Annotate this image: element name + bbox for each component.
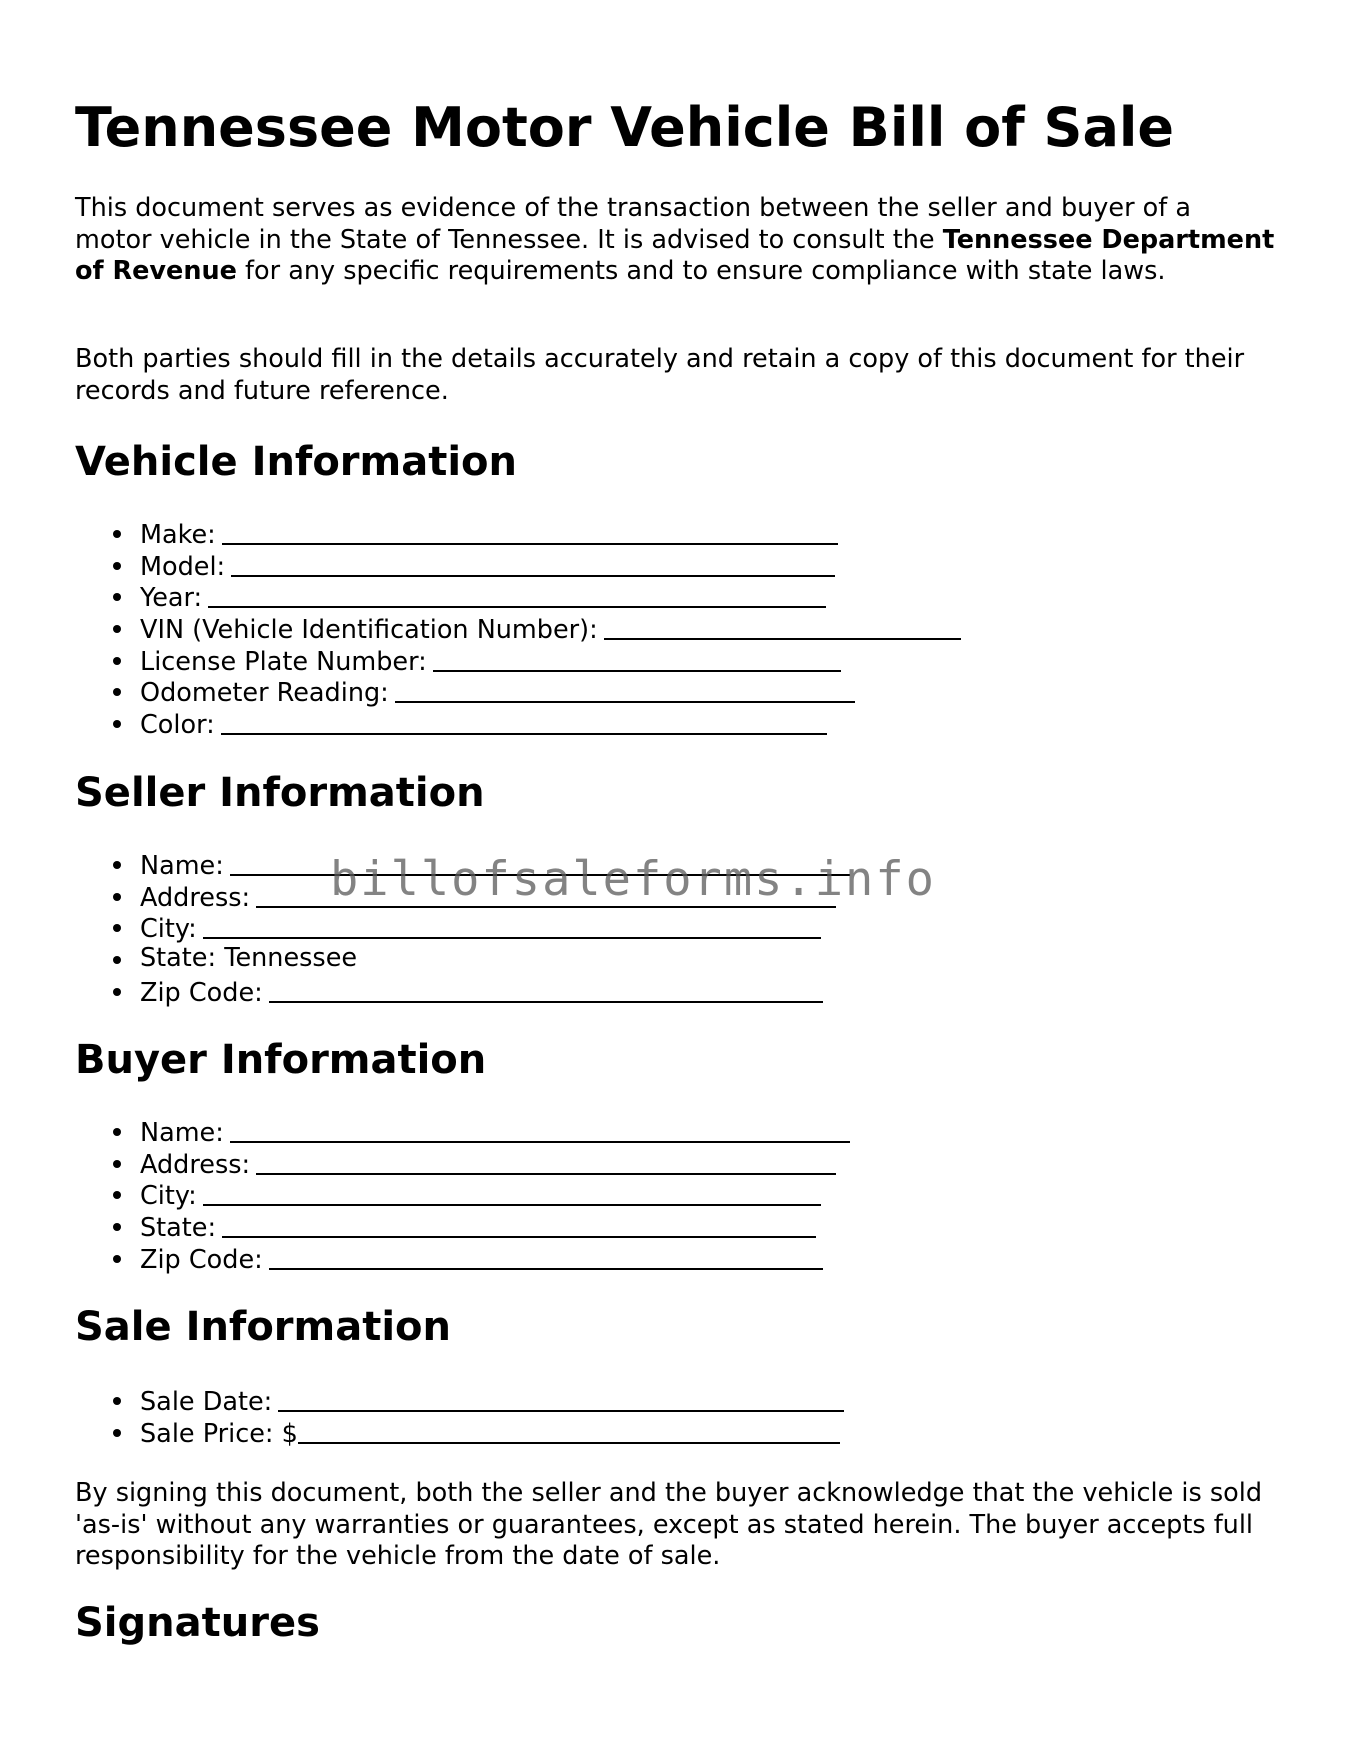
buyer-city-item (75, 1178, 850, 1210)
field-label: Color: (140, 710, 215, 741)
field-label: State: Tennessee (140, 943, 358, 974)
field-label: Address: (140, 882, 251, 913)
buyer-name-item (75, 1115, 850, 1147)
field-label: Address: (140, 1149, 251, 1180)
sale-fields-list (75, 1384, 844, 1447)
vehicle-fields-list (75, 517, 961, 739)
field-label: Year: (140, 583, 203, 614)
buyer-zip-blank-line[interactable] (269, 1244, 823, 1270)
vehicle-color-item (75, 707, 961, 739)
intro-text-end: for any specific requirements and to ensure compliance with state laws. (236, 256, 1166, 287)
vehicle-license-plate-item (75, 644, 961, 676)
signatures-heading: Signatures (75, 1600, 320, 1646)
field-label: Model: (140, 551, 226, 582)
model-blank-line[interactable] (231, 551, 835, 577)
year-blank-line[interactable] (208, 582, 826, 608)
seller-name-item (75, 848, 850, 880)
vehicle-vin-item (75, 612, 961, 644)
vin-blank-line[interactable] (604, 614, 961, 640)
seller-address-blank-line[interactable] (256, 882, 836, 908)
seller-zip-blank-line[interactable] (269, 977, 823, 1003)
field-label: Sale Date: (140, 1387, 273, 1417)
records-paragraph: Both parties should fill in the details accurately and retain a copy of this document for their records and future reference. (75, 344, 1245, 406)
buyer-information-heading: Buyer Information (75, 1037, 487, 1083)
buyer-address-item (75, 1147, 850, 1179)
buyer-name-blank-line[interactable] (230, 1117, 850, 1143)
vehicle-odometer-item (75, 675, 961, 707)
buyer-fields-list (75, 1115, 850, 1273)
seller-zip-item (75, 975, 850, 1007)
field-label: Zip Code: (140, 1244, 263, 1275)
field-label: VIN (Vehicle Identification Number): (140, 615, 598, 646)
field-label: State: (140, 1213, 217, 1244)
seller-state-item (75, 943, 850, 975)
buyer-state-item (75, 1210, 850, 1242)
field-label: Odometer Reading: (140, 678, 389, 709)
field-label: Name: (140, 851, 224, 881)
field-label: City: (140, 914, 197, 945)
vehicle-year-item (75, 580, 961, 612)
field-label: Sale Price: $ (140, 1418, 298, 1449)
sale-price-item (75, 1416, 844, 1448)
seller-city-item (75, 911, 850, 943)
sale-information-heading: Sale Information (75, 1304, 451, 1350)
vehicle-information-heading: Vehicle Information (75, 439, 517, 485)
vehicle-make-item (75, 517, 961, 549)
buyer-city-blank-line[interactable] (203, 1180, 821, 1206)
seller-information-heading: Seller Information (75, 770, 485, 816)
seller-fields-list (75, 848, 850, 1006)
seller-address-item (75, 880, 850, 912)
buyer-zip-item (75, 1242, 850, 1274)
odometer-blank-line[interactable] (395, 677, 855, 703)
document-title: Tennessee Motor Vehicle Bill of Sale (75, 96, 1175, 159)
buyer-state-blank-line[interactable] (222, 1212, 816, 1238)
buyer-address-blank-line[interactable] (256, 1149, 836, 1175)
intro-text-start: This document serves as evidence of the transaction between the seller and buyer of a motor vehicle in the State of Tennessee. It is advised to consult the (75, 193, 1191, 255)
color-blank-line[interactable] (221, 709, 827, 735)
intro-paragraph (75, 193, 1275, 288)
make-blank-line[interactable] (222, 519, 838, 545)
seller-city-blank-line[interactable] (203, 913, 821, 939)
acknowledgement-paragraph: By signing this document, both the seller and the buyer acknowledge that the vehicle is sold 'as-is' without any warranties or guarantees, except as stated herein. The buyer accepts full responsibility for the vehicle from the date of sale. (75, 1478, 1263, 1572)
watermark-text: billofsaleforms.info (330, 852, 936, 907)
vehicle-model-item (75, 549, 961, 581)
sale-date-blank-line[interactable] (278, 1386, 844, 1412)
field-label: Make: (140, 520, 216, 550)
sale-price-blank-line[interactable] (298, 1418, 840, 1444)
field-label: City: (140, 1181, 197, 1212)
license-plate-blank-line[interactable] (433, 646, 841, 672)
field-label: Zip Code: (140, 977, 263, 1008)
seller-name-blank-line[interactable] (230, 850, 850, 876)
field-label: License Plate Number: (140, 646, 427, 677)
sale-date-item (75, 1384, 844, 1416)
intro-department-name: Tennessee Department of Revenue (75, 224, 1275, 287)
field-label: Name: (140, 1118, 224, 1148)
